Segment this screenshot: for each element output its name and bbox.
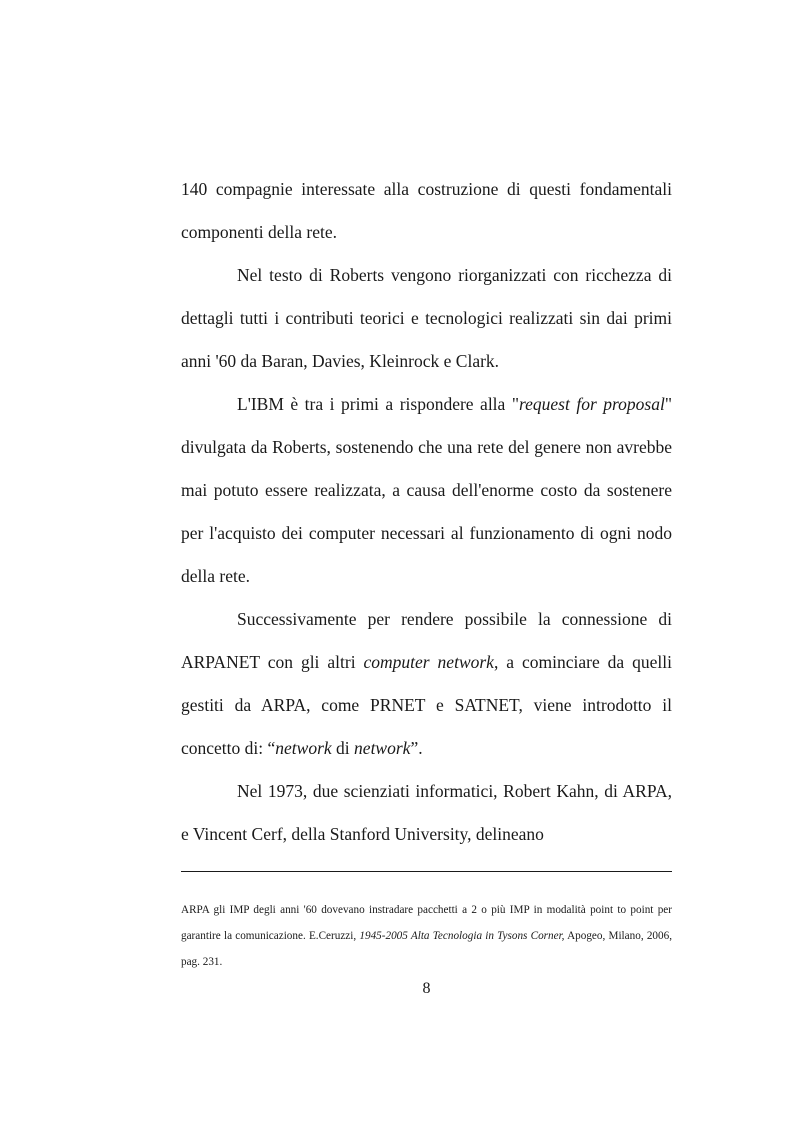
paragraph-2: Nel testo di Roberts vengono riorganizzati con ricchezza di dettagli tutti i contributi teorici e tecnologici realizzati sin dai primi anni '60 da Baran, Davies, Kleinrock e Clark. <box>181 265 672 371</box>
paragraph-1: 140 compagnie interessate alla costruzione di questi fondamentali componenti della rete. <box>181 179 672 242</box>
paragraph-4 <box>181 598 672 770</box>
main-text <box>181 168 672 856</box>
paragraph-3-text-a: L'IBM è tra i primi a rispondere alla " <box>237 394 519 414</box>
paragraph-4-italic-c: network <box>354 738 411 758</box>
paragraph-3-text-b: " divulgata da Roberts, sostenendo che una rete del genere non avrebbe mai potuto essere realizzata, a causa dell'enorme costo da sostenere per l'acquisto dei computer necessari al funzionamento di ogni nodo della rete. <box>181 394 673 586</box>
paragraph-4-italic-b: network <box>275 738 332 758</box>
paragraph-3-italic: request for proposal <box>518 394 665 414</box>
footnote-italic: 1945-2005 Alta Tecnologia in Tysons Corner, <box>359 930 565 942</box>
paragraph-4-text-c: di <box>331 738 355 758</box>
footnote-text-a: ARPA gli IMP degli anni '60 dovevano instradare pacchetti a 2 o più IMP in modalità point to point per garantire la comunicazione. E.Ceruzzi, <box>181 904 672 942</box>
paragraph-4-text-a: Successivamente per rendere possibile la connessione di ARPANET con gli altri <box>181 609 672 672</box>
page-number: 8 <box>422 980 431 997</box>
paragraph-4-italic-a: computer network <box>363 652 494 672</box>
footnote-separator <box>181 871 672 872</box>
footnote <box>181 897 672 975</box>
footnote-text-b: Apogeo, Milano, 2006, pag. 231. <box>181 930 672 968</box>
paragraph-4-text-b: , a cominciare da quelli gestiti da ARPA, come PRNET e SATNET, viene introdotto il concetto di: “ <box>181 652 673 758</box>
paragraph-4-text-d: ”. <box>410 738 423 758</box>
paragraph-5: Nel 1973, due scienziati informatici, Robert Kahn, di ARPA, e Vincent Cerf, della Stanford University, delineano <box>181 781 672 844</box>
paragraph-3 <box>181 383 672 598</box>
